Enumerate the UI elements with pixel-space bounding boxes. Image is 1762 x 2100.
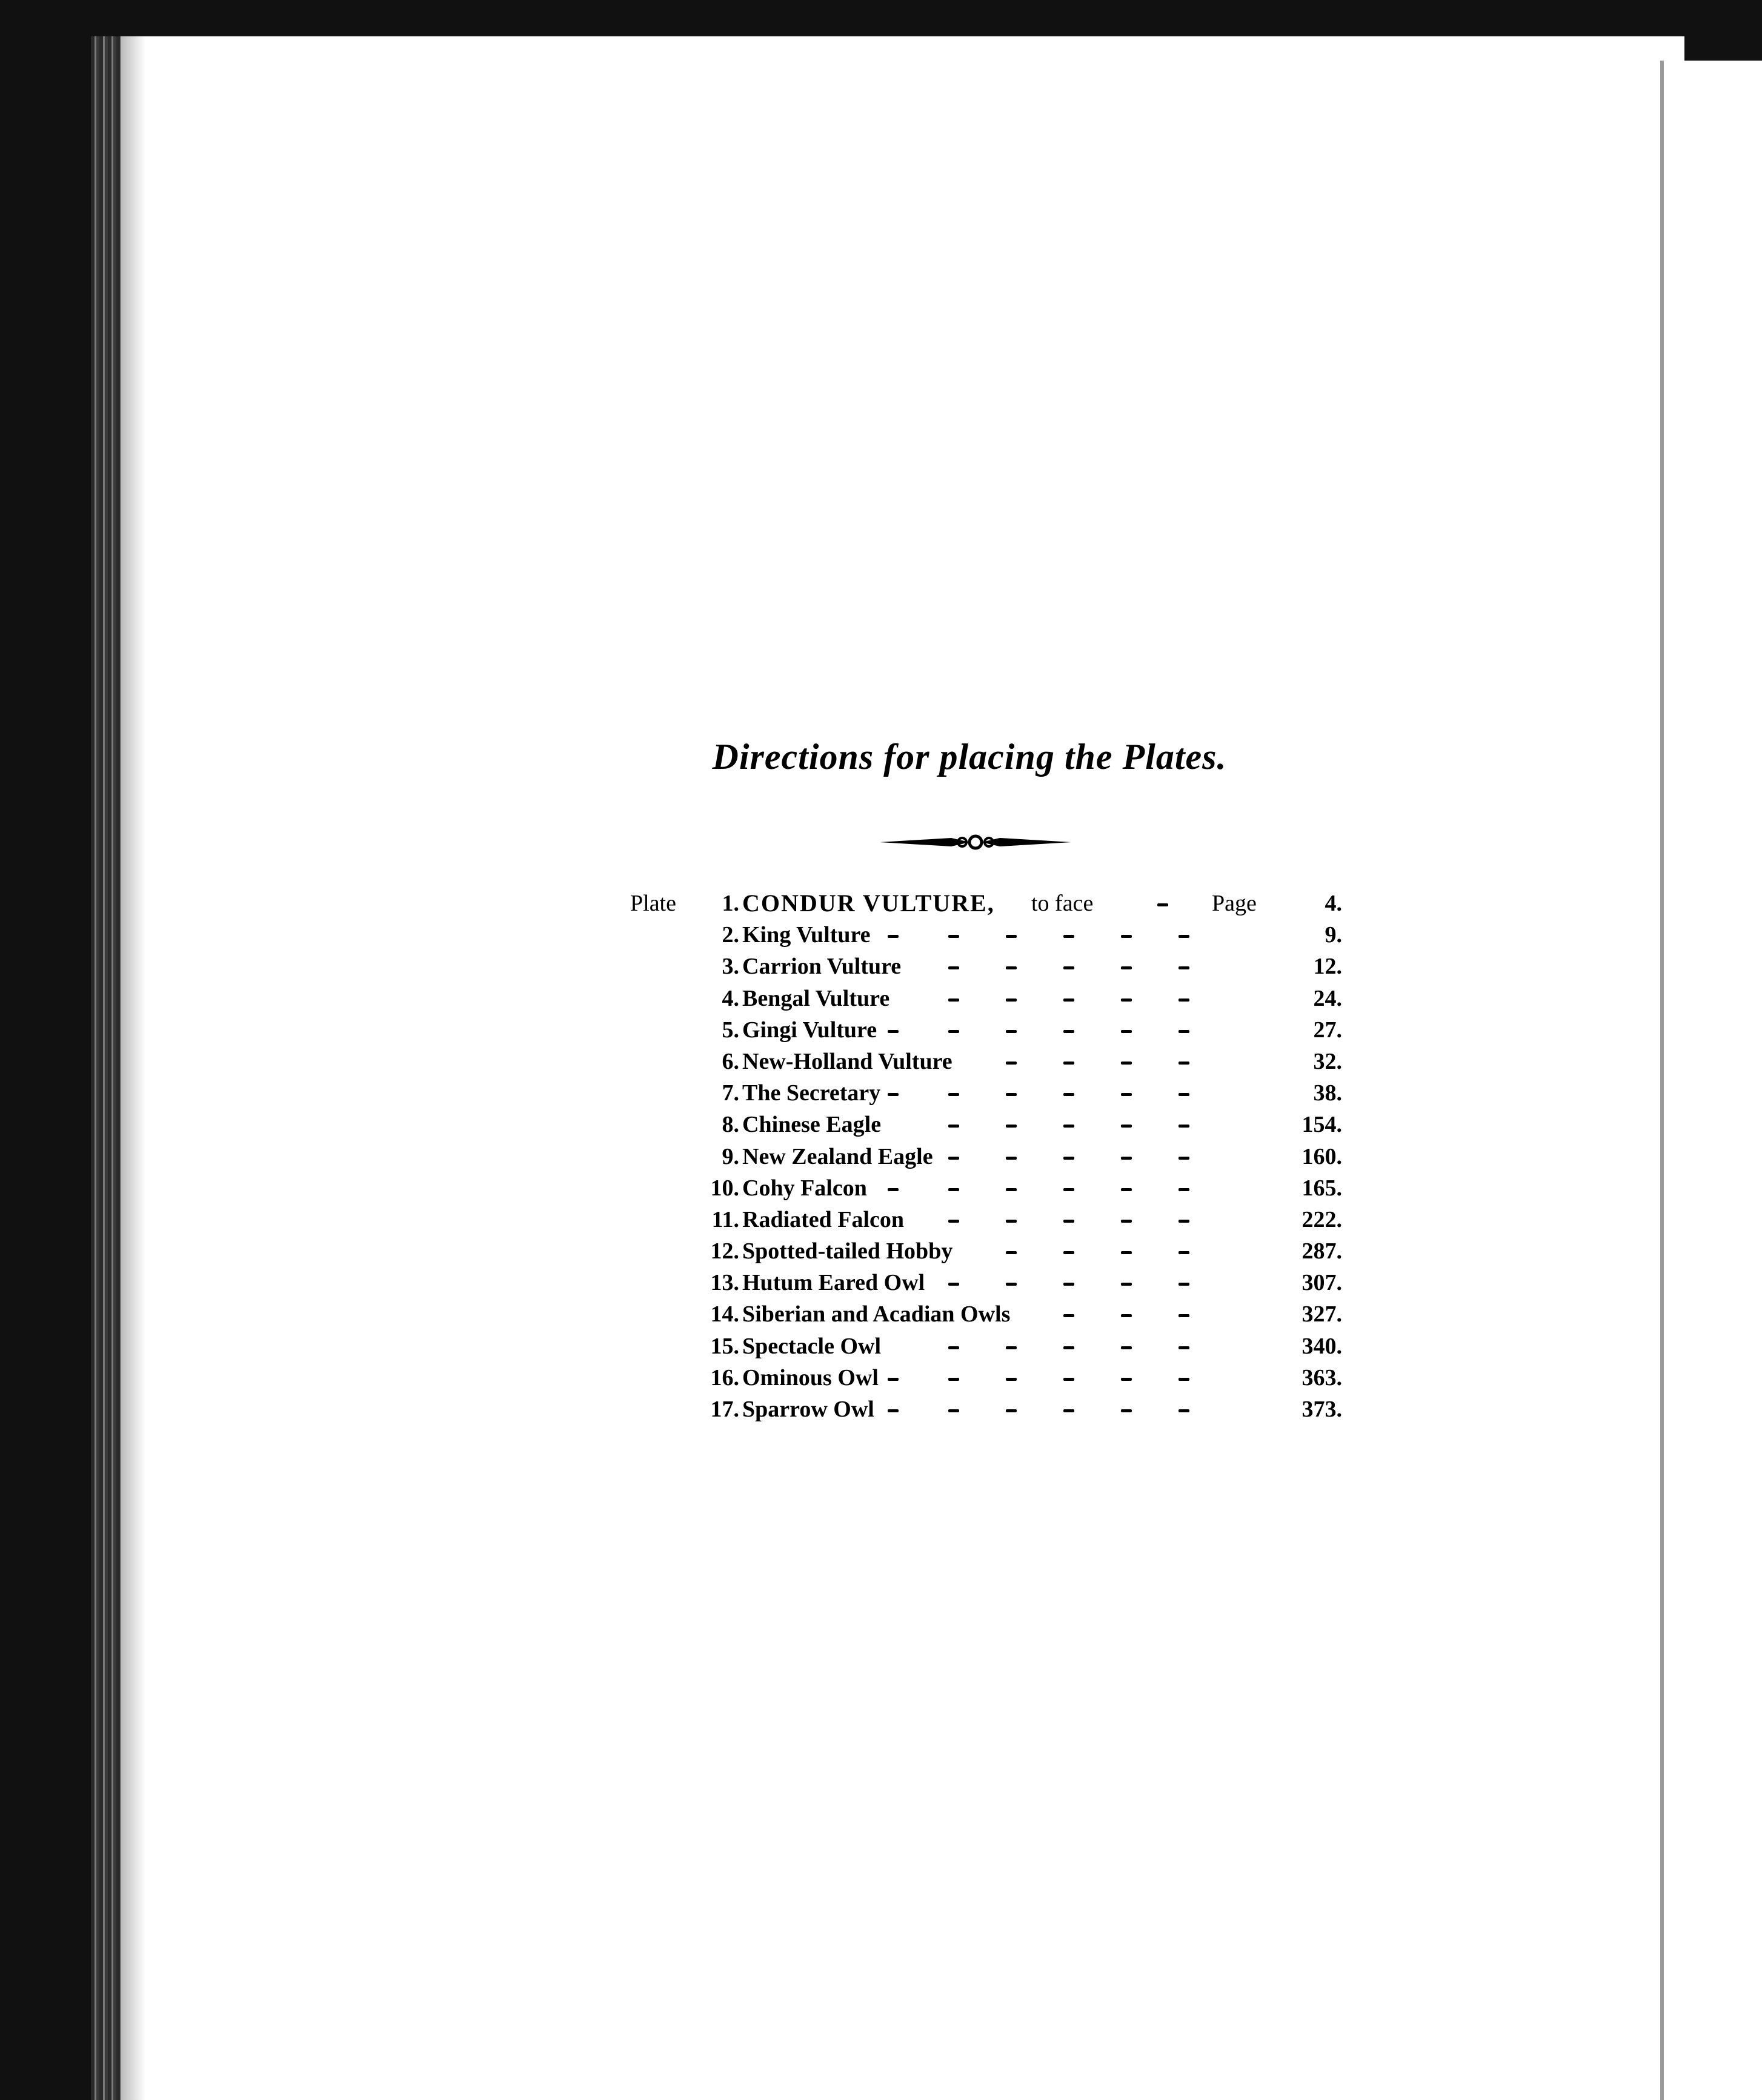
leader-dash [1063,1157,1074,1160]
plate-label: Plate [630,891,676,916]
leader-dash [1179,1125,1189,1128]
page-number: 363. [1302,1364,1342,1391]
leader-dash [948,1346,959,1349]
plate-number: 9. [722,1143,739,1169]
plate-row [624,983,1342,1014]
plate-name: Bengal Vulture [742,985,890,1011]
plate-name: Gingi Vulture [742,1017,877,1043]
leader-dash [1006,1220,1017,1223]
page-number: 24. [1313,985,1342,1011]
plate-number: 13. [710,1270,739,1296]
plates-list [624,888,1342,1425]
leader-dash [1063,1220,1074,1223]
leader-dash [948,1188,959,1191]
leader-dash [1179,1314,1189,1317]
leader-dash [1063,1378,1074,1381]
plate-row [624,1267,1342,1298]
leader-dash [1063,1314,1074,1317]
page-number: 373. [1302,1397,1342,1422]
leader-dash [1006,1409,1017,1412]
plate-name: King Vulture [742,922,871,948]
leader-dash [1179,1378,1189,1381]
page-number: 154. [1302,1112,1342,1138]
leader-dash [948,1378,959,1381]
leader-dash [1179,935,1189,938]
plate-row [624,1394,1342,1425]
page-number: 4. [1325,891,1342,916]
plate-name: Sparrow Owl [742,1397,874,1422]
leader-dash [948,966,959,969]
leader-dash [1006,998,1017,1002]
plate-name: New Zealand Eagle [742,1143,933,1169]
leader-dash [948,1409,959,1412]
page-number: 9. [1325,922,1342,948]
leader-dash [1063,1188,1074,1191]
plate-row [624,1046,1342,1077]
leader-dash [1006,1346,1017,1349]
leader-dash [1121,1030,1132,1033]
leader-dash [948,1093,959,1096]
leader-dash [1179,1188,1189,1191]
plate-number: 16. [710,1364,739,1391]
plate-name: New-Holland Vulture [742,1048,952,1074]
leader-dash [1121,1188,1132,1191]
plate-row [624,1109,1342,1140]
plate-row [624,1298,1342,1330]
page-title: Directions for placing the Plates. [712,737,1227,777]
plate-row [624,888,1342,919]
leader-dash [1063,1346,1074,1349]
leader-dash [1063,1409,1074,1412]
plate-name: Spotted-tailed Hobby [742,1238,953,1264]
page-number: 165. [1302,1175,1342,1201]
leader-dash [948,1220,959,1223]
next-page-edge [1660,61,1762,2100]
plate-row [624,919,1342,951]
leader-dash [948,1157,959,1160]
plate-number: 14. [710,1301,739,1327]
leader-dash [1121,1093,1132,1096]
leader-dash [1006,935,1017,938]
leader-dash [1179,1157,1189,1160]
leader-dash [1121,966,1132,969]
leader-dash [1179,1251,1189,1254]
leader-dash [888,935,899,938]
plate-name: The Secretary [742,1080,881,1106]
plate-number: 11. [711,1206,739,1232]
plate-number: 2. [722,922,739,948]
leader-dash [1179,1093,1189,1096]
leader-dash [1006,1093,1017,1096]
leader-dash [1179,998,1189,1002]
leader-dash [1006,1157,1017,1160]
plate-number: 15. [710,1333,739,1359]
leader-dash [1063,1251,1074,1254]
plate-name: Ominous Owl [742,1364,879,1391]
leader-dash [888,1093,899,1096]
leader-dash [1006,1030,1017,1033]
plate-number: 1. [722,891,739,916]
page-number: 222. [1302,1206,1342,1232]
leader-dash [1063,1062,1074,1065]
leader-dash [1121,935,1132,938]
leader-dash [948,1283,959,1286]
leader-dash [1006,966,1017,969]
page-number: 12. [1313,954,1342,980]
leader-dash [1121,1409,1132,1412]
leader-dash [948,1030,959,1033]
plate-number: 3. [722,954,739,980]
plate-row [624,951,1342,982]
leader-dash [1063,935,1074,938]
plate-row [624,1172,1342,1204]
leader-dash [1179,1220,1189,1223]
leader-dash [1006,1251,1017,1254]
plate-number: 5. [722,1017,739,1043]
leader-dash [1006,1378,1017,1381]
plate-row [624,1204,1342,1235]
plate-row [624,1077,1342,1109]
leader-dash [1121,998,1132,1002]
plate-row [624,1331,1342,1362]
plate-number: 4. [722,985,739,1011]
plate-number: 12. [710,1238,739,1264]
plate-name: Carrion Vulture [742,954,902,980]
plate-name: Hutum Eared Owl [742,1270,925,1296]
leader-dash [1063,998,1074,1002]
page-number: 160. [1302,1143,1342,1169]
leader-dash [1121,1378,1132,1381]
leader-dash [1179,1283,1189,1286]
leader-dash [1063,966,1074,969]
leader-dash [1121,1157,1132,1160]
leader-dash [1157,903,1168,906]
to-face-label: to face [1031,891,1094,916]
leader-dash [1179,1062,1189,1065]
page-number: 327. [1302,1301,1342,1327]
leader-dash [1121,1125,1132,1128]
leader-dash [1179,1346,1189,1349]
leader-dash [888,1409,899,1412]
leader-dash [1179,1409,1189,1412]
page-number: 27. [1313,1017,1342,1043]
leader-dash [1121,1251,1132,1254]
plate-row [624,1235,1342,1267]
leader-dash [1063,1125,1074,1128]
leader-dash [1063,1030,1074,1033]
leader-dash [1006,1125,1017,1128]
page-number: 32. [1313,1048,1342,1074]
plate-row [624,1362,1342,1394]
leader-dash [948,935,959,938]
leader-dash [1121,1346,1132,1349]
leader-dash [948,1125,959,1128]
page-number: 340. [1302,1333,1342,1359]
plate-name: Siberian and Acadian Owls [742,1301,1011,1327]
page-label: Page [1212,891,1257,916]
plate-name: CONDUR VULTURE, [742,889,995,917]
leader-dash [1063,1283,1074,1286]
leader-dash [1063,1093,1074,1096]
leader-dash [1121,1283,1132,1286]
plate-number: 6. [722,1048,739,1074]
page-gutter-shadow [121,36,145,2100]
leader-dash [1121,1062,1132,1065]
plate-number: 8. [722,1112,739,1138]
leader-dash [888,1188,899,1191]
ornament-divider [879,827,1072,857]
plate-number: 17. [710,1397,739,1422]
leader-dash [1121,1314,1132,1317]
plate-name: Spectacle Owl [742,1333,882,1359]
leader-dash [1006,1283,1017,1286]
plate-number: 7. [722,1080,739,1106]
leader-dash [1121,1220,1132,1223]
plate-number: 10. [710,1175,739,1201]
plate-row [624,1141,1342,1172]
plate-name: Radiated Falcon [742,1206,905,1232]
plate-name: Chinese Eagle [742,1112,882,1138]
leader-dash [1006,1062,1017,1065]
page-number: 38. [1313,1080,1342,1106]
leader-dash [1179,966,1189,969]
page-number: 287. [1302,1238,1342,1264]
leader-dash [1006,1188,1017,1191]
leader-dash [888,1030,899,1033]
plate-name: Cohy Falcon [742,1175,867,1201]
leader-dash [1179,1030,1189,1033]
plate-row [624,1014,1342,1046]
leader-dash [888,1378,899,1381]
leader-dash [948,998,959,1002]
page-number: 307. [1302,1270,1342,1296]
